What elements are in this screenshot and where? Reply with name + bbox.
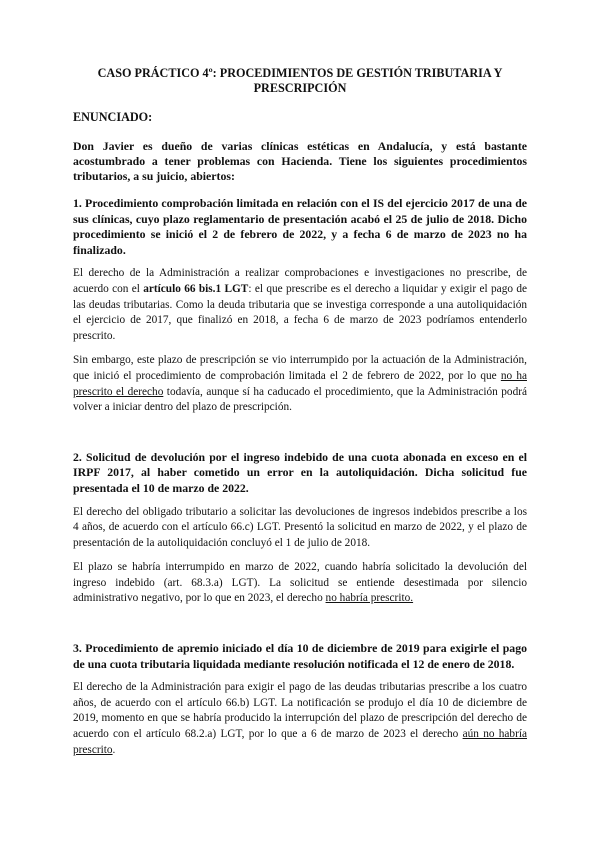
case-1-question: 1. Procedimiento comprobación limitada en relación con el IS del ejercicio 2017 de una de sus clínicas, cuyo plazo reglamentario de presentación acabó el 25 de julio de 2018. Dicho procedimiento se inició el 2 de febrero de 2022, y a fecha 6 de marzo de 2023 no ha finalizado. xyxy=(73,196,527,257)
legal-reference: artículo 66 bis.1 LGT xyxy=(143,282,249,295)
case-1-paragraph-2: Sin embargo, este plazo de prescripción se vio interrumpido por la actuación de la Administración, que inició el procedimiento de comprobación limitada el 2 de febrero de 2022, por lo que no ha prescrito el derecho todavía, aunque sí ha caducado el procedimiento, que la Administración podrá volver a iniciar dentro del plazo de prescripción. xyxy=(73,354,527,414)
underlined-conclusion: aún no habría prescrito xyxy=(73,728,527,756)
section-gap xyxy=(73,425,527,450)
statement-lead: Don Javier es dueño de varias clínicas estéticas en Andalucía, y está bastante acostumbrado a tener problemas con Hacienda. Tiene los siguientes procedimientos tributarios, a su juicio, abiertos: xyxy=(73,139,527,183)
underlined-conclusion: no ha prescrito el derecho xyxy=(73,369,527,398)
underlined-conclusion: no habría prescrito. xyxy=(325,592,414,605)
case-3-paragraph-1: El derecho de la Administración para exigir el pago de las deudas tributarias prescribe a los cuatro años, de acuerdo con el artículo 66.b) LGT. La notificación se produjo el día 10 de diciembre de 2019, momento en que se habría producido la interrupción del plazo de prescripción del derecho de acuerdo con el artículo 68.2.a) LGT, por lo que a 6 de marzo de 2023 el derecho aún no habría prescrito. xyxy=(73,681,527,756)
document-page xyxy=(73,66,527,767)
enunciado-heading: ENUNCIADO: xyxy=(73,110,153,124)
case-2-paragraph-2: El plazo se habría interrumpido en marzo de 2022, cuando habría solicitado la devolución del ingreso indebido (art. 68.3.a) LGT). La solicitud se entiende desestimada por silencio administrativo negativo, por lo que en 2023, el derecho no habría prescrito. xyxy=(73,561,527,605)
document-title xyxy=(73,66,527,96)
case-2-question: 2. Solicitud de devolución por el ingreso indebido de una cuota abonada en exceso en el IRPF 2017, al haber cometido un error en la autoliquidación. Dicha solicitud fue presentada el 10 de marzo de 2022. xyxy=(73,449,527,495)
title-line-1: CASO PRÁCTICO 4º: PROCEDIMIENTOS DE GESTIÓN TRIBUTARIA Y xyxy=(97,66,503,80)
title-line-2: PRESCRIPCIÓN xyxy=(253,81,347,95)
case-3-question: 3. Procedimiento de apremio iniciado el día 10 de diciembre de 2019 para exigirle el pago de una cuota tributaria liquidada mediante resolución notificada el 12 de enero de 2018. xyxy=(73,641,527,671)
case-2-paragraph-1: El derecho del obligado tributario a solicitar las devoluciones de ingresos indebidos prescribe a los 4 años, de acuerdo con el artículo 66.c) LGT. Presentó la solicitud en marzo de 2022, y el plazo de presentación de la autoliquidación concluyó el 1 de julio de 2018. xyxy=(73,505,527,549)
section-gap xyxy=(73,616,527,641)
case-1-paragraph-1: El derecho de la Administración a realizar comprobaciones e investigaciones no prescribe, de acuerdo con el artículo 66 bis.1 LGT: el que prescribe es el derecho a liquidar y exigir el pago de las deudas tributarias. Como la deuda tributaria que se investiga corresponde a una autoliquidación el ejercicio de 2017, que finalizó en 2018, a fecha 6 de marzo de 2023 podríamos entenderlo prescrito. xyxy=(73,267,527,342)
